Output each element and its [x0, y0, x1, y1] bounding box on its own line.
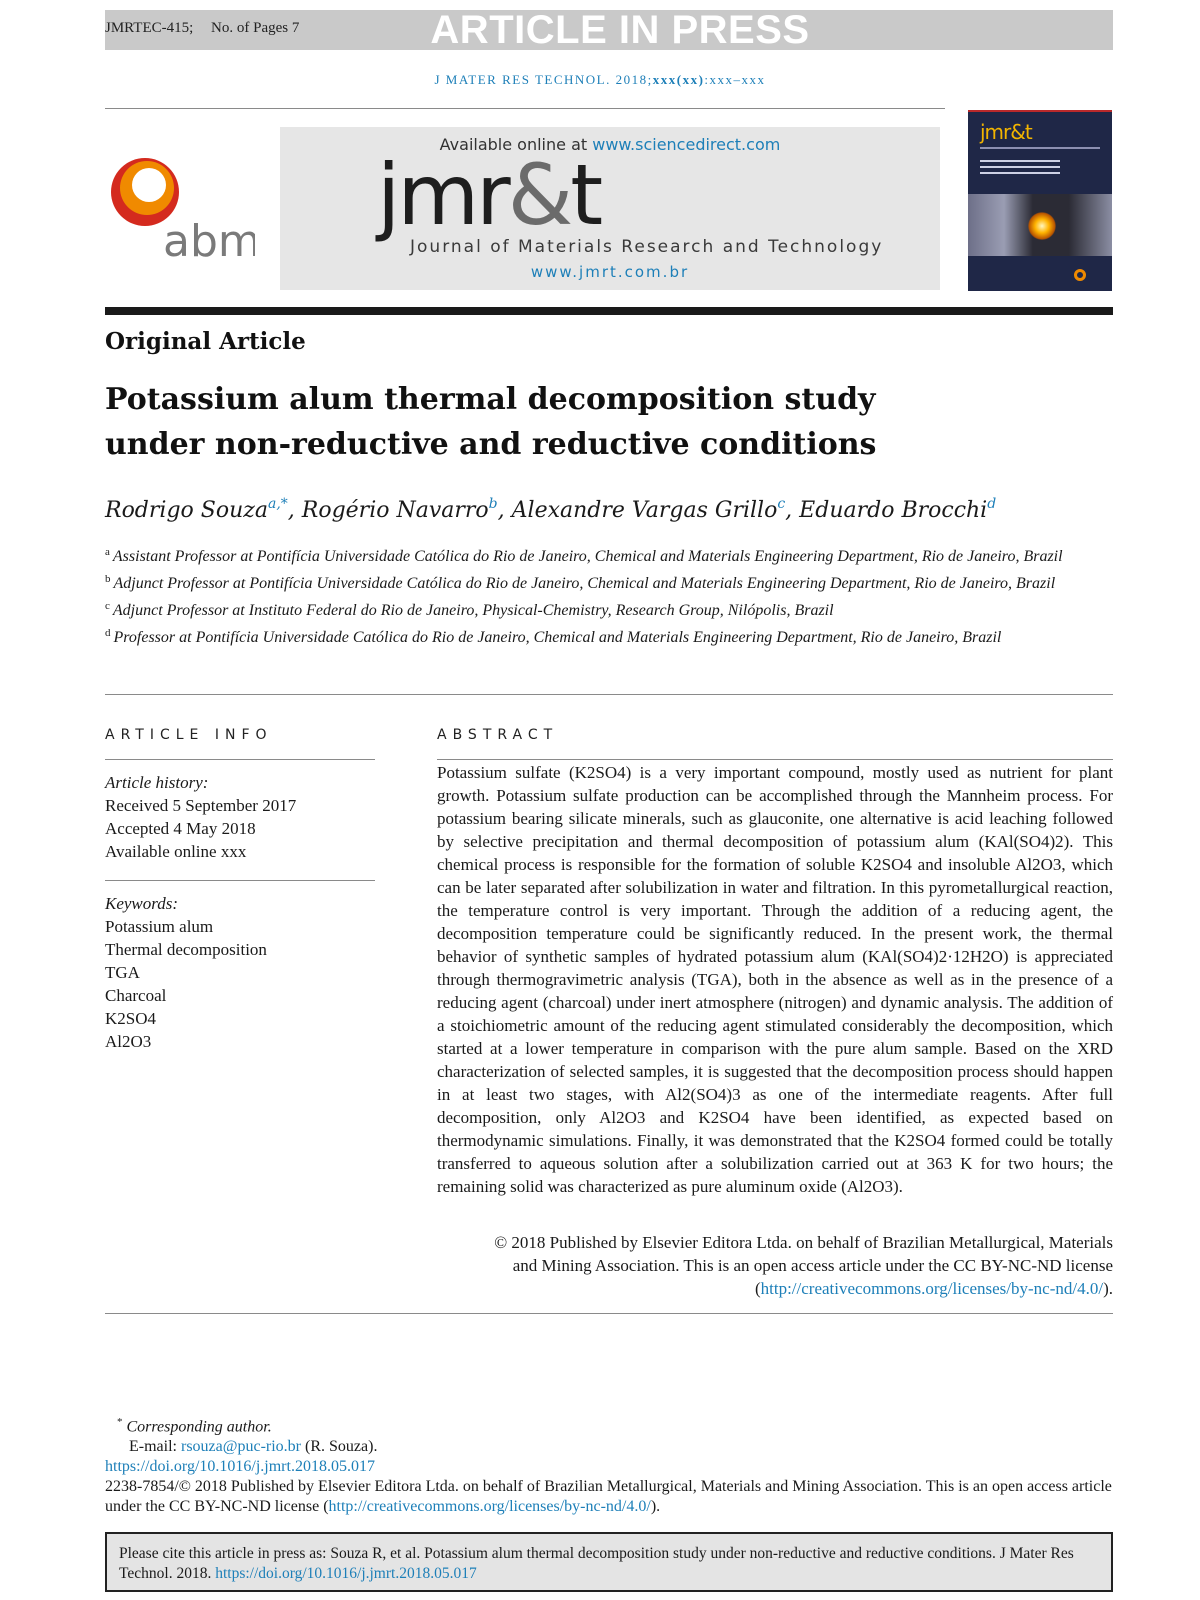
author-affiliation-link[interactable]: c: [777, 496, 786, 512]
journal-abbrev: J MATER RES TECHNOL.: [434, 72, 611, 87]
manuscript-info: [105, 20, 313, 37]
affiliation-text: Adjunct Professor at Instituto Federal do Rio de Janeiro, Physical-Chemistry, Research Group, Nilópolis, Brazil: [112, 602, 834, 619]
affiliation-text: Adjunct Professor at Pontifícia Universidade Católica do Rio de Janeiro, Chemical and Materials Engineering Department, Rio de Janeiro, Brazil: [113, 575, 1056, 592]
journal-masthead: [280, 127, 940, 290]
abm-ring-icon: [105, 152, 255, 262]
sciencedirect-link[interactable]: www.sciencedirect.com: [592, 135, 781, 154]
journal-logo-jmr: jmr: [377, 146, 508, 244]
abstract-divider: [437, 759, 1113, 760]
email-label: E-mail:: [129, 1438, 181, 1456]
title-line-2: under non-reductive and reductive conditions: [105, 427, 877, 462]
journal-logo-amp: &: [507, 146, 571, 244]
abstract-heading: ABSTRACT: [437, 727, 559, 743]
affiliation-key: b: [105, 573, 111, 585]
author-affiliation-link[interactable]: b: [488, 496, 498, 512]
issn-text: 2238-7854/© 2018 Published by Elsevier Editora Ltda. on behalf of Brazilian Metallurgical, Materials and Mining Association. This is an open access article under the CC BY-NC-ND license (: [105, 1478, 1112, 1516]
article-type: Original Article: [105, 328, 306, 355]
article-info-divider: [105, 759, 375, 760]
cite-text: Please cite this article in press as: Souza R, et al. Potassium alum thermal decomposition study under non-reductive and reductive conditions. J Mater Res Technol. 2018.: [119, 1545, 1074, 1582]
author-affiliation-link[interactable]: d: [987, 496, 997, 512]
email-line: [105, 1437, 1115, 1457]
keyword-item: Potassium alum: [105, 917, 214, 936]
corresponding-author: [105, 1412, 1115, 1437]
cite-this-article-box: [105, 1532, 1113, 1592]
journal-citation-line: [0, 72, 1200, 88]
doi-link[interactable]: https://doi.org/10.1016/j.jmrt.2018.05.017: [105, 1458, 375, 1476]
cover-glow-icon: [1028, 212, 1056, 240]
abstract-bottom-divider: [105, 1313, 1113, 1314]
author-name: Rogério Navarro: [301, 498, 489, 523]
journal-website-link[interactable]: www.jmrt.com.br: [530, 263, 690, 281]
journal-volume: xxx(xx): [652, 72, 705, 87]
article-title: [105, 377, 1005, 467]
keywords: [105, 892, 375, 1053]
abstract-copyright: [437, 1231, 1113, 1300]
journal-pages: :xxx–xxx: [704, 72, 766, 87]
cover-subtitle-rule: [980, 147, 1100, 149]
affiliation-key: a: [105, 546, 110, 558]
keyword-item: TGA: [105, 963, 140, 982]
abm-logo: [105, 152, 255, 262]
accepted-date: Accepted 4 May 2018: [105, 819, 256, 838]
author-name: Alexandre Vargas Grillo: [511, 498, 778, 523]
history-label: Article history:: [105, 773, 209, 792]
available-online-label: Available online at: [439, 135, 593, 154]
journal-logo-t: t: [570, 146, 601, 244]
corresponding-label: Corresponding author.: [126, 1418, 272, 1436]
email-suffix: (R. Souza).: [301, 1438, 378, 1456]
manuscript-id: JMRTEC-415;: [105, 20, 194, 36]
license-link[interactable]: http://creativecommons.org/licenses/by-nc-nd/4.0/: [760, 1279, 1104, 1298]
keyword-item: Al2O3: [105, 1032, 152, 1051]
affiliation-text: Assistant Professor at Pontifícia Universidade Católica do Rio de Janeiro, Chemical and Materials Engineering Department, Rio de Janeiro, Brazil: [112, 548, 1063, 565]
article-in-press-label: ARTICLE IN PRESS: [430, 8, 810, 52]
received-date: Received 5 September 2017: [105, 796, 297, 815]
corresponding-mark: *: [117, 1416, 123, 1428]
footnote-license-link[interactable]: http://creativecommons.org/licenses/by-nc-nd/4.0/: [328, 1498, 651, 1516]
keyword-item: Thermal decomposition: [105, 940, 267, 959]
issn-statement: [105, 1477, 1115, 1517]
header-divider: [105, 108, 945, 109]
journal-name: Journal of Materials Research and Technology: [410, 237, 884, 257]
author-list: Rodrigo Souza$^{a,*}$, Rogério Navarro$^b$, Alexandre Vargas Grillo$^c$, Eduardo Brocchi$^d$: [105, 496, 997, 523]
cover-text-lines: [980, 160, 1060, 178]
article-history: [105, 771, 375, 863]
history-keywords-divider: [105, 880, 375, 881]
footnotes: [105, 1412, 1115, 1517]
issn-suffix: ).: [650, 1498, 661, 1516]
journal-cover-thumbnail: [968, 110, 1112, 291]
cover-abm-icon: [1074, 269, 1086, 281]
cite-doi-link[interactable]: https://doi.org/10.1016/j.jmrt.2018.05.017: [215, 1565, 477, 1582]
abm-wordmark: abm: [163, 216, 255, 262]
keyword-item: Charcoal: [105, 986, 167, 1005]
cover-title: jmr&t: [980, 120, 1032, 144]
article-info-heading: ARTICLE INFO: [105, 727, 273, 743]
author-affiliation-link[interactable]: a,*: [267, 496, 288, 512]
title-line-1: Potassium alum thermal decomposition study: [105, 382, 876, 417]
affiliation-item: [105, 595, 1115, 622]
abstract-text: Potassium sulfate (K2SO4) is a very important compound, mostly used as nutrient for plant growth. Potassium sulfate production can be accomplished through the Mannheim process. For potassium bearing silicate minerals, such as glauconite, one alternative is acid leaching followed by selective precipitation and thermal decomposition of potassium alum (KAl(SO4)2). This chemical process is responsible for the formation of soluble K2SO4 and insoluble Al2O3, which can be later separated after solubilization in water and filtration. In this pyrometallurgical reaction, the temperature control is very important. Through the addition of a reducing agent, the decomposition temperature could be significantly reduced. In the present work, the thermal behavior of synthetic samples of hydrated potassium alum (KAl(SO4)2·12H2O) is appreciated through thermogravimetric analysis (TGA), both in the absence as well as in the presence of a reducing agent (charcoal) under inert atmosphere (nitrogen) and dynamic analysis. The addition of a stoichiometric amount of the reducing agent stimulated considerably the decomposition, which started at a lower temperature in comparison with the pure alum sample. Based on the XRD characterization of selected samples, it is suggested that the decomposition process should happen in at least two stages, with Al2(SO4)3 as one of the intermediate reagents. After full decomposition, only Al2O3 and K2SO4 have been identified, as expected based on thermodynamic simulations. Finally, it was demonstrated that the K2SO4 formed could be totally transferred to aqueous solution after a solubilization carried out at 363 K for two hours; the remaining solid was characterized as pure aluminum oxide (Al2O3).: [437, 763, 1113, 1196]
author-name: Eduardo Brocchi: [799, 498, 988, 523]
copyright-line-2: and Mining Association. This is an open access article under the CC BY-NC-ND license: [512, 1256, 1113, 1275]
journal-logo: [377, 146, 601, 244]
affiliation-key: c: [105, 600, 110, 612]
journal-year: 2018;: [615, 72, 653, 87]
affiliations-divider: [105, 694, 1113, 695]
affiliation-text: Professor at Pontifícia Universidade Católica do Rio de Janeiro, Chemical and Materials Engineering Department, Rio de Janeiro, Brazil: [113, 629, 1002, 646]
keyword-item: K2SO4: [105, 1009, 157, 1028]
license-line: (http://creativecommons.org/licenses/by-nc-nd/4.0/).: [754, 1279, 1113, 1298]
author-name: Rodrigo Souza: [105, 498, 268, 523]
affiliation-key: d: [105, 627, 111, 639]
affiliation-item: [105, 622, 1115, 649]
affiliation-item: [105, 541, 1115, 568]
copyright-line-1: © 2018 Published by Elsevier Editora Ltda. on behalf of Brazilian Metallurgical, Materials: [494, 1233, 1113, 1252]
article-in-press-bar: [105, 10, 1113, 50]
affiliation-item: [105, 568, 1115, 595]
keywords-label: Keywords:: [105, 894, 179, 913]
page-count: No. of Pages 7: [211, 20, 300, 36]
affiliations: [105, 541, 1115, 649]
available-online-date: Available online xxx: [105, 842, 247, 861]
masthead-rule: [105, 307, 1113, 315]
email-link[interactable]: rsouza@puc-rio.br: [180, 1438, 302, 1456]
